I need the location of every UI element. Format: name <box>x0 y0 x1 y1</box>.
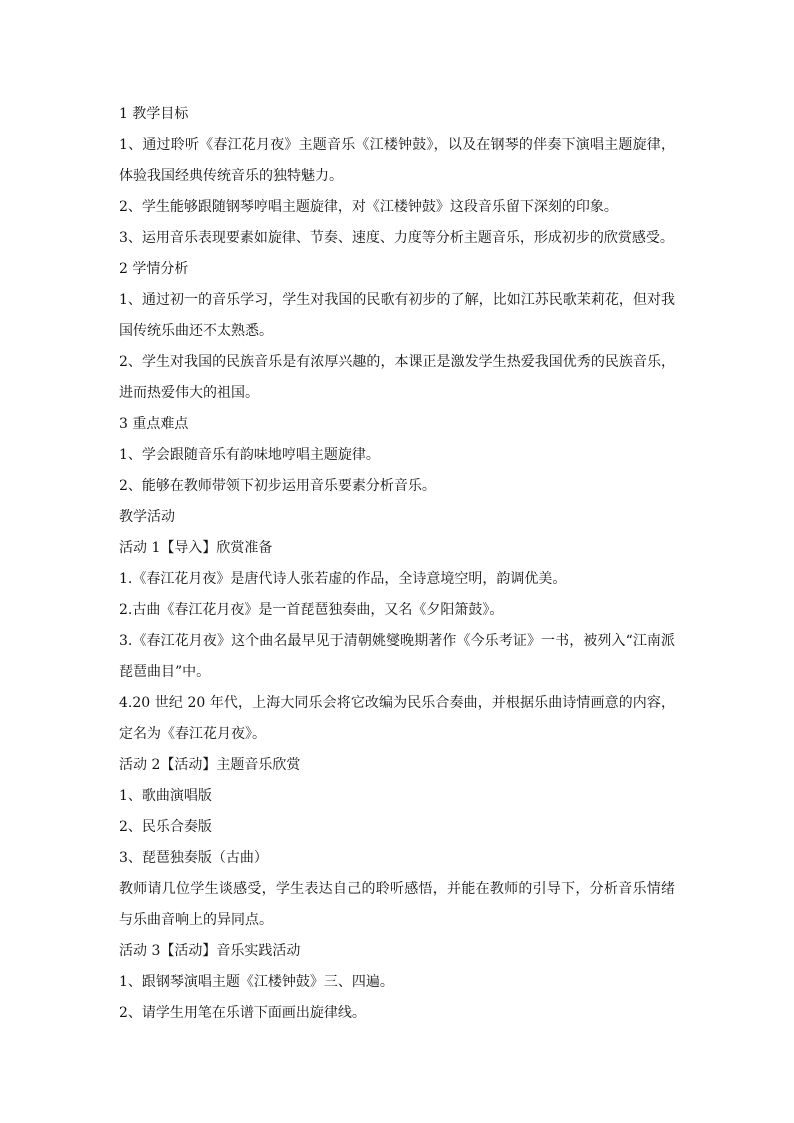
analysis-item-2: 2、学生对我国的民族音乐是有浓厚兴趣的，本课正是激发学生热爱我国优秀的民族音乐，进而热爱伟大的祖国。 <box>119 354 675 401</box>
key-point-item-2: 2、能够在教师带领下初步运用音乐要素分析音乐。 <box>119 478 436 494</box>
activity-2-item-1: 1、歌曲演唱版 <box>119 788 212 804</box>
goal-item-3: 3、运用音乐表现要素如旋律、节奏、速度、力度等分析主题音乐，形成初步的欣赏感受。 <box>119 230 674 246</box>
activity-3-item-2: 2、请学生用笔在乐谱下面画出旋律线。 <box>119 1005 366 1021</box>
heading-key-points: 3 重点难点 <box>119 416 189 432</box>
heading-teaching-goals: 1 教学目标 <box>119 106 189 122</box>
goal-item-1: 1、通过聆听《春江花月夜》主题音乐《江楼钟鼓》，以及在钢琴的伴奏下演唱主题旋律，体验我国经典传统音乐的独特魅力。 <box>119 137 675 184</box>
activity-2-note: 教师请几位学生谈感受，学生表达自己的聆听感悟，并能在教师的引导下，分析音乐情绪与乐曲音响上的异同点。 <box>119 881 675 928</box>
goal-item-2: 2、学生能够跟随钢琴哼唱主题旋律，对《江楼钟鼓》这段音乐留下深刻的印象。 <box>119 199 618 215</box>
key-point-item-1: 1、学会跟随音乐有韵味地哼唱主题旋律。 <box>119 447 380 463</box>
activity-2-item-3: 3、琵琶独奏版（古曲） <box>119 850 268 866</box>
activity-2-title: 活动 2【活动】主题音乐欣赏 <box>119 757 301 773</box>
analysis-item-1: 1、通过初一的音乐学习，学生对我国的民歌有初步的了解，比如江苏民歌茉莉花，但对我国传统乐曲还不太熟悉。 <box>119 292 675 339</box>
activity-2-item-2: 2、民乐合奏版 <box>119 819 212 835</box>
activity-1-item-1: 1.《春江花月夜》是唐代诗人张若虚的作品，全诗意境空明，韵调优美。 <box>119 571 567 587</box>
activity-1-title: 活动 1【导入】欣赏准备 <box>119 540 273 556</box>
activity-1-item-3: 3.《春江花月夜》这个曲名最早见于清朝姚燮晚期著作《今乐考证》一书，被列入“江南派琵琶曲目”中。 <box>119 633 675 680</box>
heading-teaching-activities: 教学活动 <box>119 509 175 525</box>
activity-3-item-1: 1、跟钢琴演唱主题《江楼钟鼓》三、四遍。 <box>119 974 394 990</box>
activity-1-item-4: 4.20 世纪 20 年代，上海大同乐会将它改编为民乐合奏曲，并根据乐曲诗情画意的内容，定名为《春江花月夜》。 <box>119 695 675 742</box>
heading-learner-analysis: 2 学情分析 <box>119 261 189 277</box>
document-body <box>119 99 675 1029</box>
activity-3-title: 活动 3【活动】音乐实践活动 <box>119 943 301 959</box>
activity-1-item-2: 2.古曲《春江花月夜》是一首琵琶独奏曲，又名《夕阳箫鼓》。 <box>119 602 504 618</box>
